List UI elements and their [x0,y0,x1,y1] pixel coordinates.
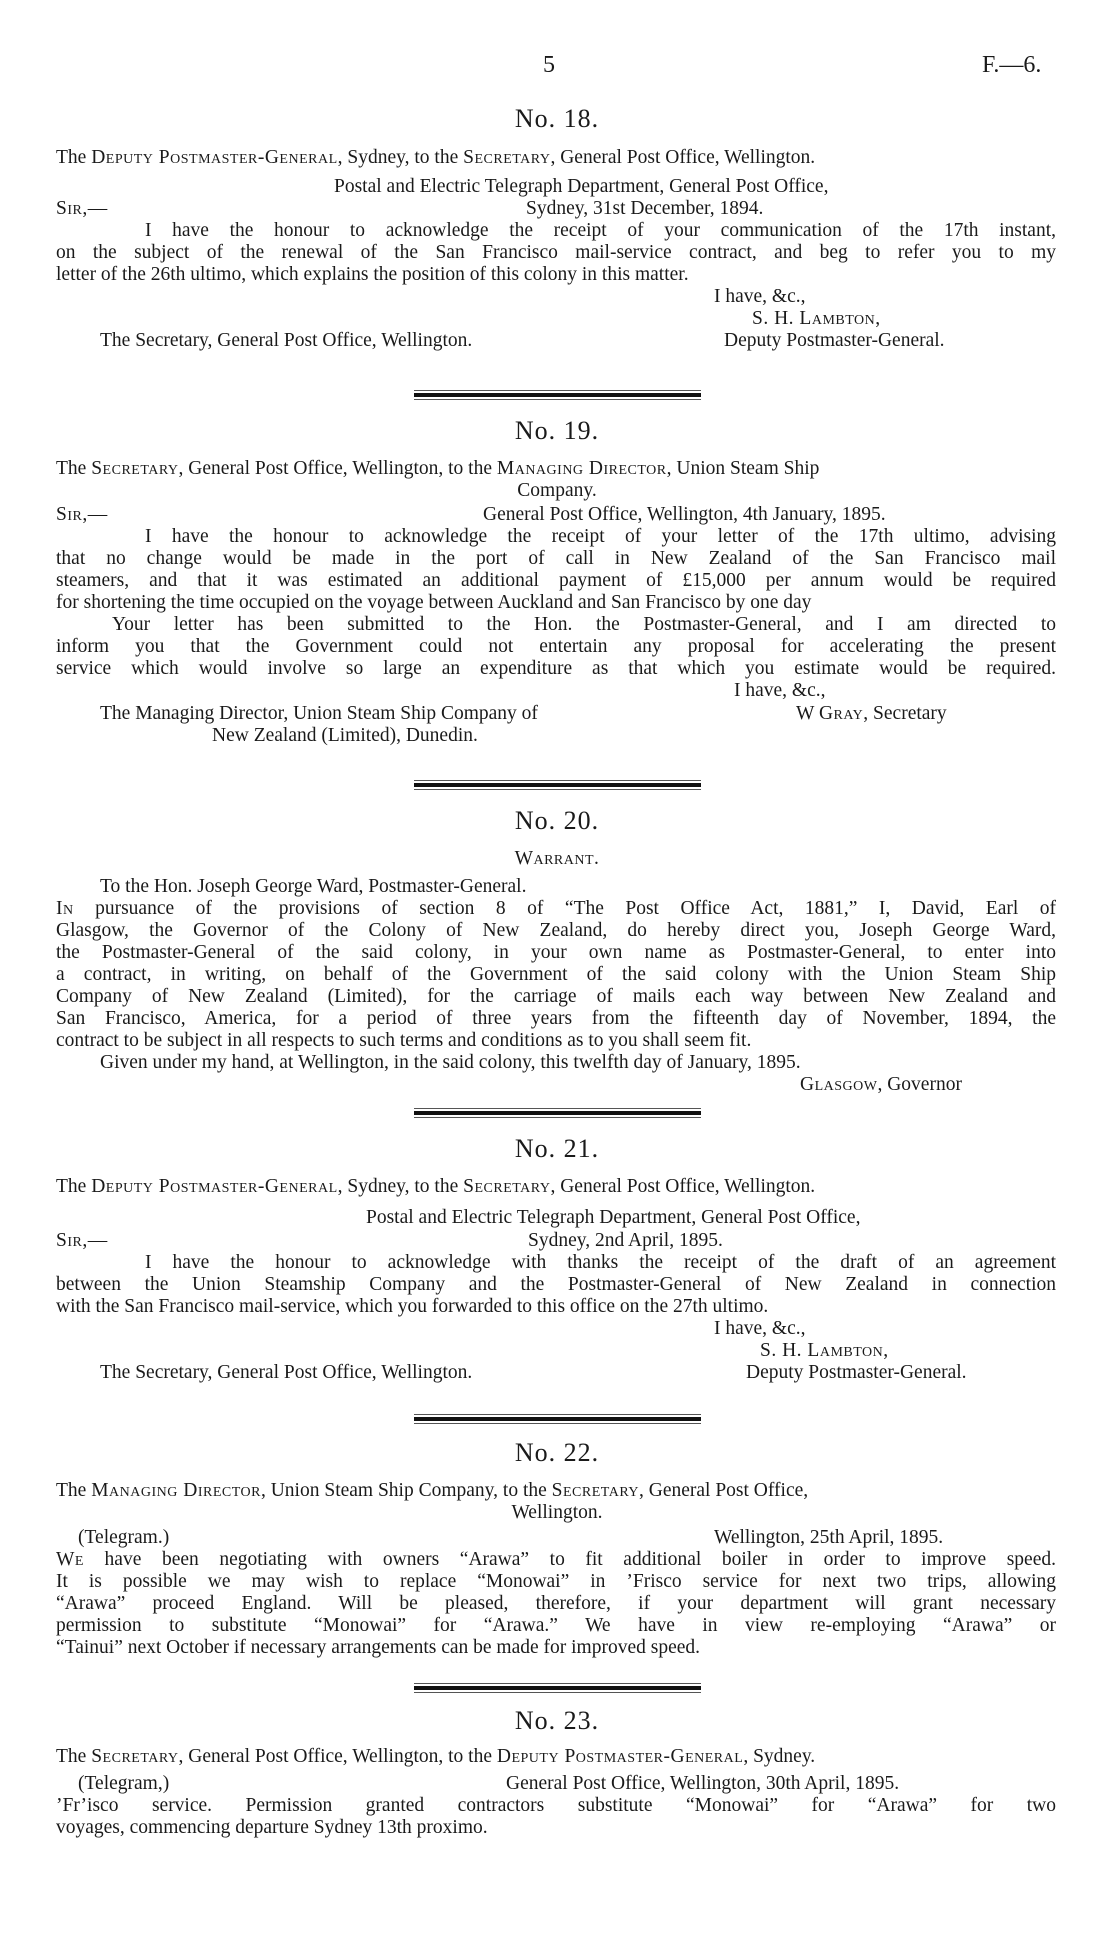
warrant-20-given: Given under my hand, at Wellington, in the said colony, this twelfth day of January, 1895. [100,1052,801,1073]
letter-19-body-line: Your letter has been submitted to the Hon. the Postmaster-General, and I am directed to [112,614,1056,635]
letter-21-salutation: Sir,— [56,1230,108,1251]
letter-18-closing: I have, &c., [714,286,806,307]
letter-21-signatory: S. H. Lambton, [760,1340,889,1361]
letter-21-body-line: I have the honour to acknowledge with thanks the receipt of the draft of an agreement [145,1252,1056,1273]
letter-18-address: Postal and Electric Telegraph Department, General Post Office, [334,176,829,197]
letter-18-date: Sydney, 31st December, 1894. [526,198,764,219]
warrant-20-body-line: San Francisco, America, for a period of three years from the fifteenth day of November, 1894, the [56,1008,1056,1029]
letter-19-body-line: service which would involve so large an expenditure as that which you estimate would be required. [56,658,1056,679]
warrant-20-body-line: Company of New Zealand (Limited), for the carriage of mails each way between New Zealand and [56,986,1056,1007]
letter-21-closing: I have, &c., [714,1318,806,1339]
letter-19-signatory: W Gray, Secretary [796,703,947,724]
letter-18-signatory: S. H. Lambton, [752,308,881,329]
letter-19-body-line: that no change would be made in the port of call in New Zealand of the San Francisco mail [56,548,1056,569]
letter-18-from-to: The Deputy Postmaster-General, Sydney, to the Secretary, General Post Office, Wellington. [56,147,816,168]
telegram-23-kind: (Telegram,) [78,1773,170,1794]
telegram-22-body-line: “Arawa” proceed England. Will be pleased, therefore, if your department will grant necessary [56,1593,1056,1614]
telegram-22-body-line: It is possible we may wish to replace “Monowai” in ’Frisco service for next two trips, allowing [56,1571,1056,1592]
letter-19-body-line: steamers, and that it was estimated an additional payment of £15,000 per annum would be required [56,570,1056,591]
letter-19-number: No. 19. [514,416,600,445]
telegram-22-number: No. 22. [514,1438,600,1467]
letter-19-body-line: inform you that the Government could not entertain any proposal for accelerating the present [56,636,1056,657]
doc-reference: F.—6. [982,52,1042,78]
section-divider [414,393,701,397]
telegram-22-from-to: The Managing Director, Union Steam Ship Company, to the Secretary, General Post Office, [56,1480,809,1501]
section-divider [414,783,701,787]
warrant-20-addressee: To the Hon. Joseph George Ward, Postmaster-General. [100,876,527,897]
telegram-23-body-line: ’Fr’isco service. Permission granted contractors substitute “Monowai” for “Arawa” for two [56,1795,1056,1816]
telegram-23-body-line: voyages, commencing departure Sydney 13th proximo. [56,1817,488,1838]
letter-21-date: Sydney, 2nd April, 1895. [528,1230,723,1251]
letter-18-body-line: letter of the 26th ultimo, which explains the position of this colony in this matter. [56,264,689,285]
letter-19-from-to-cont: Company. [517,480,597,501]
warrant-20-body-line: contract to be subject in all respects to such terms and conditions as to you shall seem fit. [56,1030,752,1051]
warrant-20-body-line: a contract, in writing, on behalf of the Government of the said colony with the Union Steam Ship [56,964,1056,985]
letter-21-recipient: The Secretary, General Post Office, Wellington. [100,1362,473,1383]
telegram-22-body-line: permission to substitute “Monowai” for “Arawa.” We have in view re-employing “Arawa” or [56,1615,1056,1636]
letter-21-from-to: The Deputy Postmaster-General, Sydney, to the Secretary, General Post Office, Wellington. [56,1176,816,1197]
letter-19-date: General Post Office, Wellington, 4th January, 1895. [483,504,886,525]
letter-18-recipient: The Secretary, General Post Office, Wellington. [100,330,473,351]
letter-21-body-line: between the Union Steamship Company and the Postmaster-General of New Zealand in connection [56,1274,1056,1295]
letter-19-body-line: I have the honour to acknowledge the receipt of your letter of the 17th ultimo, advising [145,526,1056,547]
letter-19-from-to: The Secretary, General Post Office, Wellington, to the Managing Director, Union Steam Ship [56,458,820,479]
section-divider [414,1417,701,1421]
letter-18-body-line: I have the honour to acknowledge the receipt of your communication of the 17th instant, [145,220,1056,241]
warrant-20-title: Warrant. [514,848,600,869]
telegram-23-from-to: The Secretary, General Post Office, Wellington, to the Deputy Postmaster-General, Sydney. [56,1746,816,1767]
section-divider [414,1111,701,1115]
warrant-20-signatory: Glasgow, Governor [800,1074,962,1095]
page-number: 5 [543,52,555,78]
letter-21-signatory-title: Deputy Postmaster-General. [746,1362,967,1383]
warrant-20-body-line: the Postmaster-General of the said colony, in your own name as Postmaster-General, to enter into [56,942,1056,963]
telegram-22-kind: (Telegram.) [78,1527,170,1548]
warrant-20-body-line: In pursuance of the provisions of section 8 of “The Post Office Act, 1881,” I, David, Earl of [56,898,1056,919]
telegram-23-date: General Post Office, Wellington, 30th April, 1895. [506,1773,900,1794]
telegram-22-date: Wellington, 25th April, 1895. [714,1527,944,1548]
letter-19-recipient: The Managing Director, Union Steam Ship Company of [100,703,538,724]
letter-18-salutation: Sir,— [56,198,108,219]
telegram-23-number: No. 23. [514,1706,600,1735]
warrant-20-body-line: Glasgow, the Governor of the Colony of New Zealand, do hereby direct you, Joseph George Ward, [56,920,1056,941]
telegram-22-body-line: We have been negotiating with owners “Arawa” to fit additional boiler in order to improve speed. [56,1549,1056,1570]
letter-21-body-line: with the San Francisco mail-service, which you forwarded to this office on the 27th ultimo. [56,1296,769,1317]
telegram-22-body-line: “Tainui” next October if necessary arrangements can be made for improved speed. [56,1637,701,1658]
letter-18-signatory-title: Deputy Postmaster-General. [724,330,945,351]
section-divider [414,1686,701,1690]
letter-19-recipient-cont: New Zealand (Limited), Dunedin. [212,725,478,746]
letter-21-address: Postal and Electric Telegraph Department, General Post Office, [366,1207,861,1228]
warrant-20-number: No. 20. [514,806,600,835]
letter-19-closing: I have, &c., [734,680,826,701]
letter-21-number: No. 21. [514,1134,600,1163]
letter-18-body-line: on the subject of the renewal of the San Francisco mail-service contract, and beg to refer you to my [56,242,1056,263]
letter-19-salutation: Sir,— [56,504,108,525]
letter-19-body-line: for shortening the time occupied on the voyage between Auckland and San Francisco by one day [56,592,812,613]
letter-18-number: No. 18. [514,104,600,133]
telegram-22-from-to-cont: Wellington. [511,1502,603,1523]
